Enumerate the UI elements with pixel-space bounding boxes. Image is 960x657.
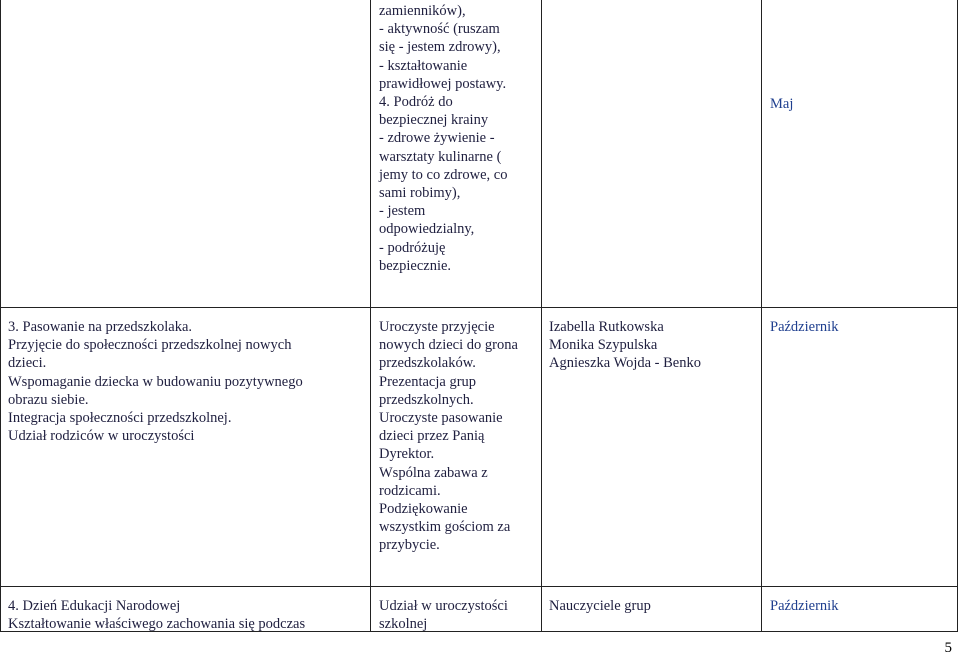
text-line: szkolnej — [379, 616, 428, 633]
text-line: dzieci. — [8, 355, 47, 372]
column-divider-2 — [541, 0, 542, 632]
row2-month-cell — [770, 318, 838, 336]
person-name: Monika Szypulska — [549, 337, 658, 354]
text-line: przedszkolnych. — [379, 391, 474, 408]
text-line: - kształtowanie — [379, 57, 468, 74]
text-line: się - jestem zdrowy), — [379, 39, 501, 56]
row3-activities-cell — [379, 597, 508, 633]
row2-goals-cell — [8, 318, 303, 445]
row-divider-1 — [0, 307, 958, 308]
person-name: Agnieszka Wojda - Benko — [549, 355, 701, 372]
text-line: Prezentacja grup — [379, 373, 477, 390]
table-border-right — [957, 0, 958, 632]
text-line: 4. Podróż do — [379, 94, 453, 111]
month-label: Maj — [770, 96, 794, 112]
text-line: przedszkolaków. — [379, 355, 476, 372]
row3-goals-cell — [8, 597, 305, 633]
text-line: dzieci przez Panią — [379, 428, 485, 445]
text-line: - zdrowe żywienie - — [379, 130, 495, 147]
text-line: Uroczyste przyjęcie — [379, 319, 495, 335]
text-line: Przyjęcie do społeczności przedszkolnej nowych — [8, 337, 292, 354]
text-line: - podróżuję — [379, 239, 446, 256]
text-line: warsztaty kulinarne ( — [379, 148, 502, 165]
text-line: Wspomaganie dziecka w budowaniu pozytywnego — [8, 373, 303, 390]
text-line: Wspólna zabawa z — [379, 464, 488, 481]
text-line: Udział w uroczystości — [379, 598, 508, 614]
text-line: - jestem — [379, 203, 426, 220]
page-number: 5 — [944, 640, 952, 656]
column-divider-1 — [370, 0, 371, 632]
person-name: Nauczyciele grup — [549, 598, 651, 614]
column-divider-3 — [761, 0, 762, 632]
text-line: rodzicami. — [379, 482, 441, 499]
text-line: bezpiecznie. — [379, 257, 452, 274]
text-line: - aktywność (ruszam — [379, 21, 500, 38]
text-line: bezpiecznej krainy — [379, 112, 489, 129]
text-line: wszystkim gościom za — [379, 519, 511, 536]
row3-month-cell — [770, 597, 838, 615]
row1-month-cell — [770, 95, 793, 113]
text-line: Integracja społeczności przedszkolnej. — [8, 410, 232, 427]
row2-activities-cell — [379, 318, 518, 555]
text-line: sami robimy), — [379, 185, 461, 202]
text-line: prawidłowej postawy. — [379, 75, 507, 92]
text-line: nowych dzieci do grona — [379, 337, 518, 354]
text-line: 4. Dzień Edukacji Narodowej — [8, 598, 181, 614]
row-divider-2 — [0, 586, 958, 587]
person-name: Izabella Rutkowska — [549, 319, 664, 335]
text-line: przybycie. — [379, 537, 440, 554]
text-line: obrazu siebie. — [8, 391, 89, 408]
month-label: Październik — [770, 598, 839, 614]
text-line: Kształtowanie właściwego zachowania się podczas — [8, 616, 306, 633]
text-line: odpowiedzialny, — [379, 221, 475, 238]
text-line: Udział rodziców w uroczystości — [8, 428, 195, 445]
text-line: jemy to co zdrowe, co — [379, 166, 508, 183]
row2-responsible-cell — [549, 318, 701, 373]
text-line: zamienników), — [379, 3, 466, 19]
row1-activities-cell — [379, 2, 507, 275]
table-border-left — [0, 0, 1, 632]
text-line: Podziękowanie — [379, 501, 468, 518]
text-line: Dyrektor. — [379, 446, 435, 463]
text-line: Uroczyste pasowanie — [379, 410, 503, 427]
row3-responsible-cell — [549, 597, 651, 615]
month-label: Październik — [770, 319, 839, 335]
text-line: 3. Pasowanie na przedszkolaka. — [8, 319, 193, 335]
